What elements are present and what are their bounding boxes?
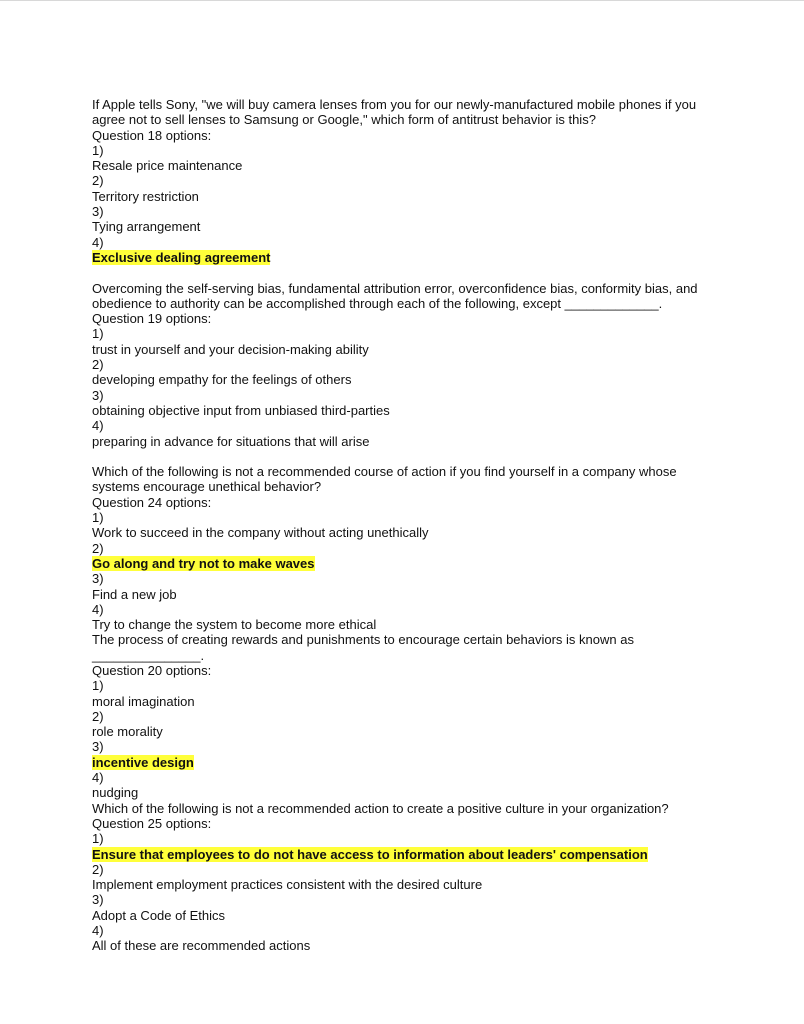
question-text-line: agree not to sell lenses to Samsung or Google," which form of antitrust behavior is this? — [92, 112, 596, 128]
option-text: trust in yourself and your decision-making ability — [92, 341, 369, 357]
option-number: 1) — [92, 326, 104, 342]
option-text: Tying arrangement — [92, 219, 201, 235]
option-number: 2) — [92, 708, 104, 724]
question-text-line: If Apple tells Sony, "we will buy camera lenses from you for our newly-manufactured mobile phones if you — [92, 97, 697, 112]
option-number: 1) — [92, 831, 104, 847]
question-text-line: Which of the following is not a recommended action to create a positive culture in your organization? — [92, 800, 669, 816]
highlighted-answer: Exclusive dealing agreement — [92, 249, 271, 265]
option-text: Find a new job — [92, 586, 177, 602]
option-number: 2) — [92, 357, 104, 373]
option-text: nudging — [92, 785, 139, 801]
option-number: 1) — [92, 678, 104, 694]
options-header: Question 18 options: — [92, 127, 212, 143]
option-number: 2) — [92, 540, 104, 556]
option-text: role morality — [92, 724, 163, 740]
question-19 — [92, 281, 722, 449]
question-24 — [92, 464, 722, 632]
highlighted-answer: Ensure that employees to do not have access to information about leaders' compensation — [92, 846, 648, 862]
option-number: 3) — [92, 892, 104, 908]
option-number: 3) — [92, 571, 104, 587]
option-text: moral imagination — [92, 693, 195, 709]
options-header: Question 24 options: — [92, 494, 212, 510]
option-number: 4) — [92, 418, 104, 434]
option-text: Territory restriction — [92, 188, 199, 204]
option-number: 2) — [92, 173, 104, 189]
question-25 — [92, 801, 722, 954]
option-number: 4) — [92, 234, 104, 250]
option-text: obtaining objective input from unbiased third-parties — [92, 402, 390, 418]
option-number: 4) — [92, 923, 104, 939]
question-text-line: systems encourage unethical behavior? — [92, 479, 322, 495]
option-number: 3) — [92, 739, 104, 755]
option-number: 1) — [92, 510, 104, 526]
options-header: Question 25 options: — [92, 815, 212, 831]
question-text-line: _______________. — [92, 647, 205, 663]
option-text: developing empathy for the feelings of others — [92, 372, 352, 388]
options-header: Question 20 options: — [92, 662, 212, 678]
option-number: 3) — [92, 387, 104, 403]
option-number: 4) — [92, 601, 104, 617]
option-text: Work to succeed in the company without acting unethically — [92, 525, 429, 541]
question-20 — [92, 632, 722, 800]
question-18 — [92, 97, 722, 265]
page-top-border — [0, 0, 804, 1]
option-text: Resale price maintenance — [92, 158, 243, 174]
question-text-line: Overcoming the self-serving bias, fundamental attribution error, overconfidence bias, conformity bias, and — [92, 280, 698, 296]
options-header: Question 19 options: — [92, 311, 212, 327]
highlighted-answer: Go along and try not to make waves — [92, 555, 315, 571]
option-number: 3) — [92, 204, 104, 220]
option-text: All of these are recommended actions — [92, 938, 311, 954]
option-number: 2) — [92, 861, 104, 877]
option-number: 4) — [92, 770, 104, 786]
option-number: 1) — [92, 142, 104, 158]
option-text: Adopt a Code of Ethics — [92, 907, 225, 923]
question-text-line: obedience to authority can be accomplished through each of the following, except _____________. — [92, 295, 663, 311]
option-text: preparing in advance for situations that will arise — [92, 433, 370, 449]
document-page — [92, 97, 722, 954]
option-text: Try to change the system to become more ethical — [92, 617, 377, 633]
option-text: Implement employment practices consistent with the desired culture — [92, 877, 483, 893]
question-text-line: The process of creating rewards and punishments to encourage certain behaviors is known as — [92, 632, 634, 648]
highlighted-answer: incentive design — [92, 754, 194, 770]
question-text-line: Which of the following is not a recommended course of action if you find yourself in a company whose — [92, 464, 677, 480]
